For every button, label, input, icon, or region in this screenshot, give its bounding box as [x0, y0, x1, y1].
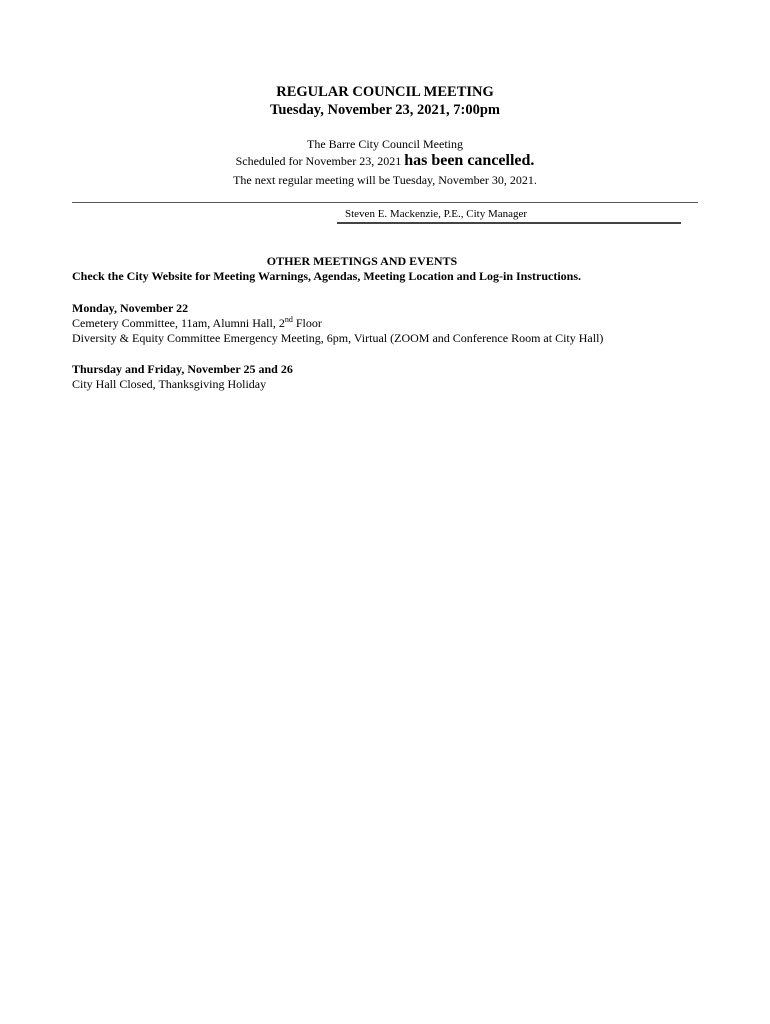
notice-scheduled-text: Scheduled for November 23, 2021 [235, 154, 402, 168]
notice-line-3: The next regular meeting will be Tuesday, November 30, 2021. [233, 173, 537, 187]
cemetery-text: Cemetery Committee, 11am, Alumni Hall, 2 [72, 316, 285, 330]
notice-line-2 [0, 153, 770, 169]
meeting-title: REGULAR COUNCIL MEETING [276, 84, 494, 100]
event-city-hall-closed: City Hall Closed, Thanksgiving Holiday [72, 377, 267, 391]
website-instruction: Check the City Website for Meeting Warnings, Agendas, Meeting Location and Log-in Instructions. [72, 269, 582, 283]
notice-cancelled-text: has been cancelled. [404, 152, 535, 169]
cemetery-floor: Floor [292, 316, 322, 330]
event-diversity-committee: Diversity & Equity Committee Emergency Meeting, 6pm, Virtual (ZOOM and Conference Room at City Hall) [72, 331, 604, 345]
signature-text: Steven E. Mackenzie, P.E., City Manager [345, 208, 528, 220]
meeting-date: Tuesday, November 23, 2021, 7:00pm [269, 102, 500, 118]
signature-block [337, 204, 681, 224]
notice-line-1: The Barre City Council Meeting [307, 137, 463, 151]
event-date-thanksgiving: Thursday and Friday, November 25 and 26 [72, 362, 293, 376]
event-cemetery-committee [72, 315, 322, 331]
divider-rule [72, 202, 698, 203]
other-meetings-heading: OTHER MEETINGS AND EVENTS [266, 254, 458, 268]
event-date-monday: Monday, November 22 [72, 301, 189, 315]
cemetery-ordinal: nd [284, 315, 293, 324]
